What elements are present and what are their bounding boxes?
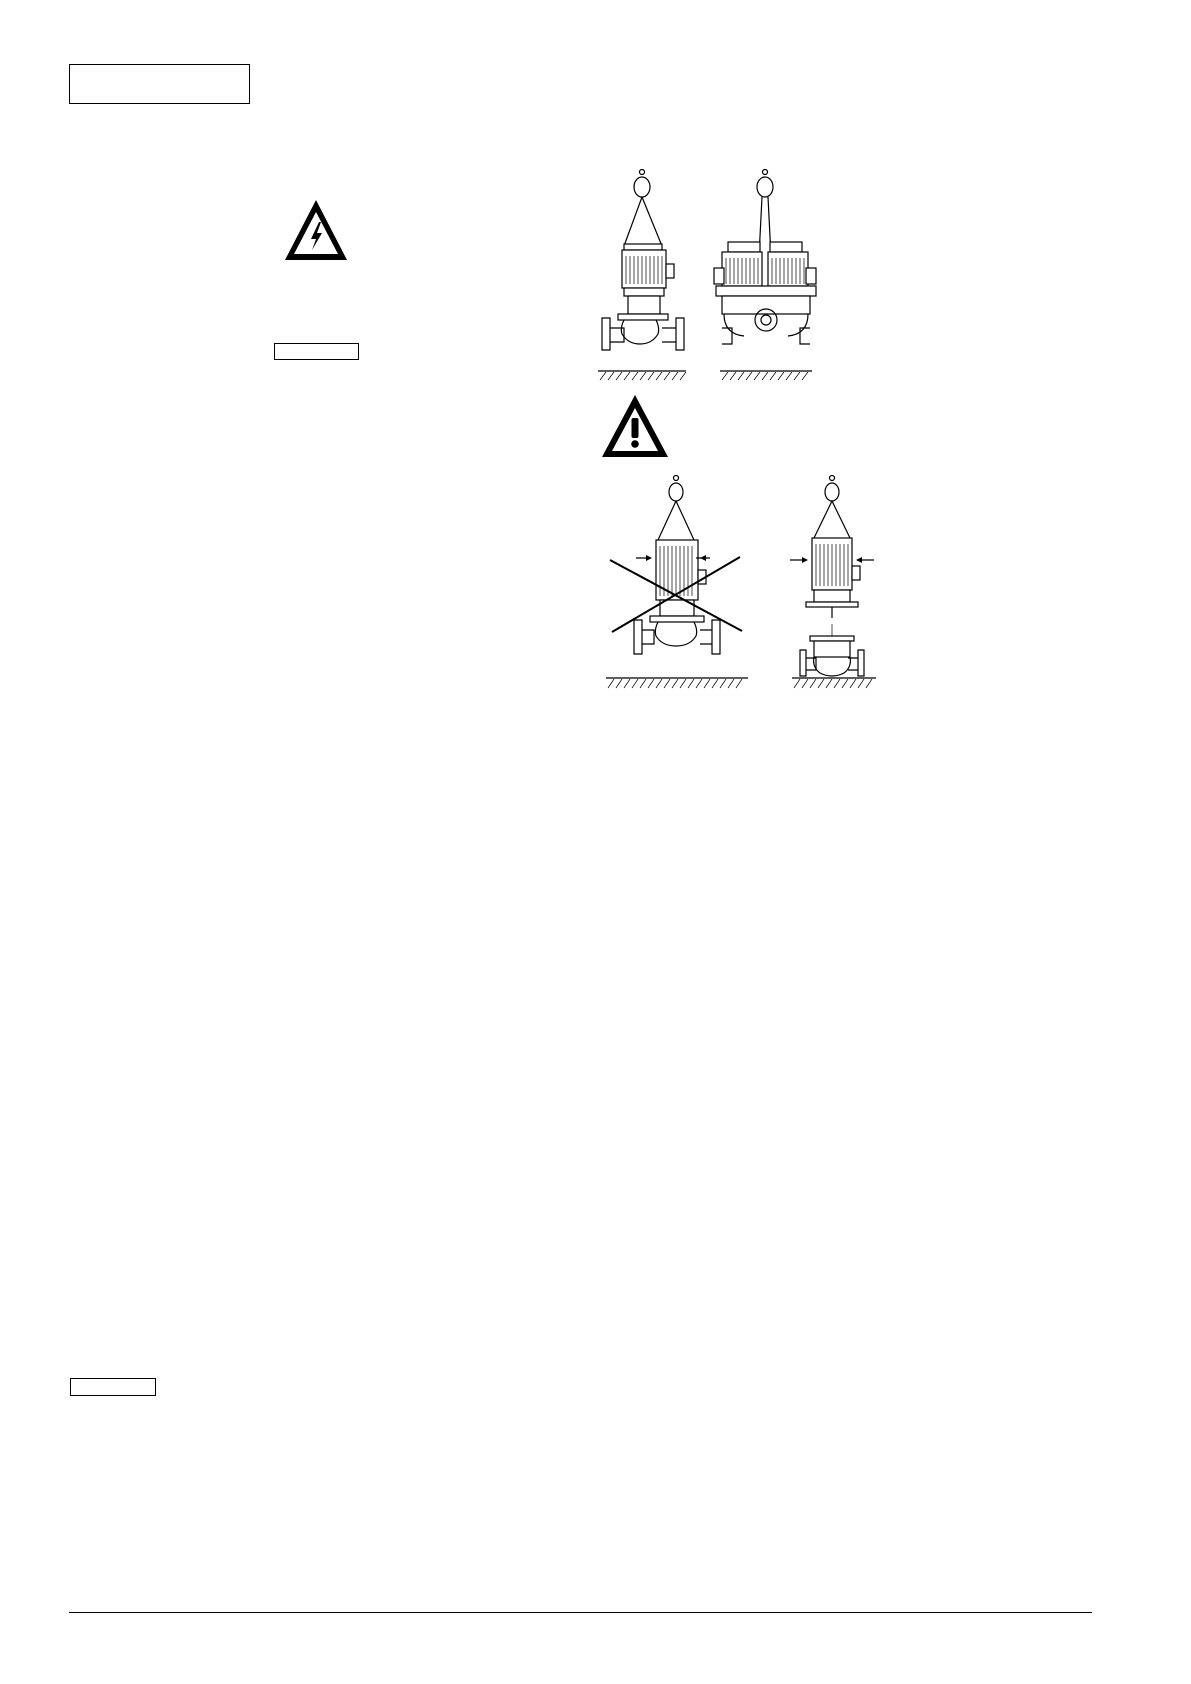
incorrect-lifting-drawing [606, 476, 748, 689]
correct-lifting-drawing [790, 476, 876, 689]
note-box-top [274, 343, 359, 360]
lifting-figure-bottom [600, 474, 878, 690]
note-box-bottom [70, 1378, 156, 1396]
header-box [69, 64, 250, 104]
general-warning-icon [600, 393, 670, 459]
electrical-warning-icon [283, 198, 349, 262]
twin-pump-lifting-drawing [714, 170, 816, 381]
single-pump-lifting-drawing [598, 170, 686, 381]
lifting-figure-top [590, 168, 820, 383]
footer-rule [69, 1612, 1092, 1613]
